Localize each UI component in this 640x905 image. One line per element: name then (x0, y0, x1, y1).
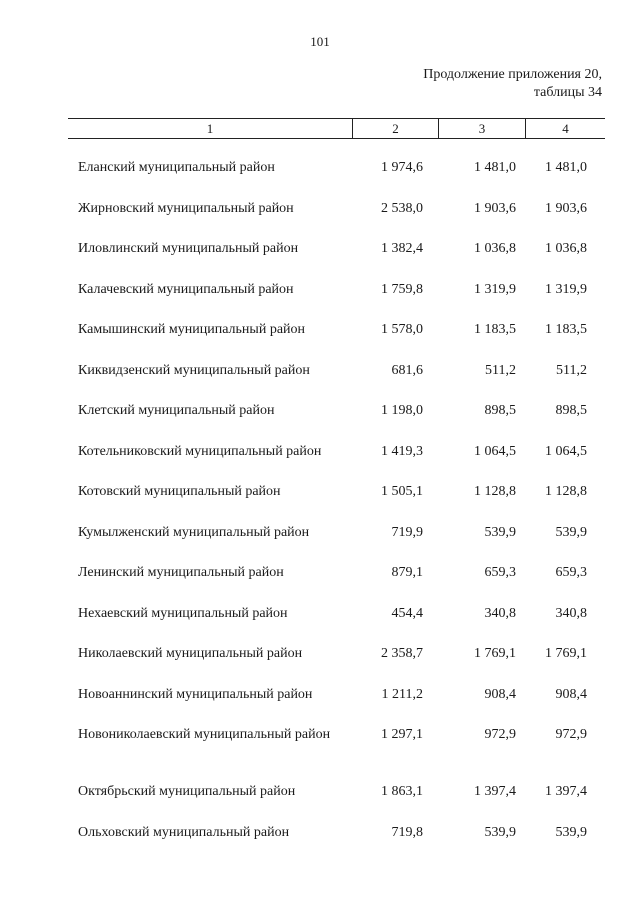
row-value-col-2: 2 538,0 (381, 200, 423, 216)
row-value-col-4: 1 183,5 (545, 322, 587, 337)
header-col-2: 2 (353, 119, 439, 138)
table-body (68, 139, 605, 864)
row-name-cell: Клетский муниципальный район (78, 403, 275, 418)
table-row (68, 686, 605, 727)
row-value-col-4: 539,9 (555, 824, 587, 840)
table-row (68, 726, 605, 783)
header-col-3: 3 (439, 119, 526, 138)
table-row (68, 645, 605, 686)
row-value-col-4: 972,9 (555, 727, 587, 742)
row-value-col-3: 1 064,5 (474, 443, 516, 459)
row-value-col-4: 1 128,8 (545, 484, 587, 499)
table-caption (423, 66, 602, 102)
row-value-col-3: 898,5 (484, 403, 516, 418)
row-name-cell: Еланский муниципальный район (78, 160, 275, 175)
table-row (68, 281, 605, 322)
row-value-col-4: 1 481,0 (545, 160, 587, 175)
row-value-col-4: 539,9 (555, 524, 587, 540)
row-name-cell: Камышинский муниципальный район (78, 322, 306, 337)
row-value-col-2: 1 297,1 (381, 727, 423, 742)
row-value-col-4: 340,8 (555, 605, 587, 621)
row-name-cell: Октябрьский муниципальный район (78, 784, 296, 799)
row-name-cell: Котельниковский муниципальный район (78, 443, 322, 459)
row-value-col-3: 908,4 (484, 686, 516, 702)
row-value-col-2: 1 198,0 (381, 403, 423, 418)
row-value-col-4: 1 064,5 (545, 443, 587, 459)
row-name-cell: Калачевский муниципальный район (78, 281, 294, 297)
table-row (68, 240, 605, 281)
row-name-cell: Иловлинский муниципальный район (78, 241, 299, 256)
table-row (68, 402, 605, 443)
table-row (68, 483, 605, 524)
row-value-col-2: 1 211,2 (381, 686, 423, 702)
row-value-col-3: 1 036,8 (474, 241, 516, 256)
table-row (68, 200, 605, 241)
table-row (68, 783, 605, 824)
row-name-cell: Котовский муниципальный район (78, 484, 281, 499)
row-value-col-3: 1 319,9 (474, 281, 516, 297)
row-value-col-3: 659,3 (484, 565, 516, 580)
row-value-col-3: 1 397,4 (474, 784, 516, 799)
page-number: 101 (310, 34, 330, 49)
row-value-col-3: 511,2 (485, 362, 516, 378)
row-name-cell: Нехаевский муниципальный район (78, 605, 288, 621)
table-row (68, 524, 605, 565)
row-name-cell: Жирновский муниципальный район (78, 200, 294, 216)
row-value-col-4: 898,5 (555, 403, 587, 418)
table-row (68, 605, 605, 646)
row-value-col-2: 1 505,1 (381, 484, 423, 499)
row-value-col-3: 972,9 (484, 727, 516, 742)
table-row (68, 321, 605, 362)
row-value-col-2: 1 759,8 (381, 281, 423, 297)
row-value-col-4: 511,2 (556, 362, 587, 378)
row-value-col-4: 1 397,4 (545, 784, 587, 799)
row-value-col-3: 1 481,0 (474, 160, 516, 175)
caption-line-2: таблицы 34 (533, 85, 602, 100)
caption-line-1: Продолжение приложения 20, (423, 67, 602, 82)
row-value-col-2: 681,6 (391, 362, 423, 378)
table-row (68, 362, 605, 403)
table-row (68, 564, 605, 605)
row-value-col-2: 1 863,1 (381, 784, 423, 799)
row-value-col-4: 1 903,6 (545, 200, 587, 216)
row-name-cell: Николаевский муниципальный район (78, 646, 303, 661)
row-value-col-3: 1 769,1 (474, 646, 516, 661)
table-header-row (68, 118, 605, 139)
header-col-4: 4 (562, 121, 569, 136)
row-value-col-3: 1 903,6 (474, 200, 516, 216)
row-name-cell: Киквидзенский муниципальный район (78, 362, 310, 378)
row-value-col-4: 1 319,9 (545, 281, 587, 297)
row-value-col-2: 2 358,7 (381, 646, 423, 661)
row-value-col-3: 539,9 (484, 524, 516, 540)
row-value-col-3: 1 128,8 (474, 484, 516, 499)
row-value-col-2: 719,9 (391, 524, 423, 540)
data-table (68, 118, 605, 864)
header-col-1: 1 (68, 119, 353, 138)
row-value-col-2: 1 578,0 (381, 322, 423, 337)
row-value-col-2: 1 382,4 (381, 241, 423, 256)
row-name-cell: Кумылженский муниципальный район (78, 524, 310, 540)
table-row (68, 443, 605, 484)
row-name-cell: Новоаннинский муниципальный район (78, 686, 313, 702)
row-value-col-2: 1 419,3 (381, 443, 423, 459)
row-value-col-2: 719,8 (391, 824, 423, 840)
row-value-col-2: 454,4 (391, 605, 423, 621)
table-row (68, 159, 605, 200)
row-name-cell: Новониколаевский муниципальный район (78, 727, 331, 742)
row-value-col-4: 1 036,8 (545, 241, 587, 256)
table-row (68, 824, 605, 865)
row-value-col-4: 1 769,1 (545, 646, 587, 661)
row-value-col-2: 879,1 (391, 565, 423, 580)
row-value-col-3: 539,9 (484, 824, 516, 840)
row-value-col-3: 340,8 (484, 605, 516, 621)
row-value-col-4: 659,3 (555, 565, 587, 580)
row-name-cell: Ольховский муниципальный район (78, 824, 290, 840)
row-value-col-3: 1 183,5 (474, 322, 516, 337)
row-value-col-2: 1 974,6 (381, 160, 423, 175)
row-name-cell: Ленинский муниципальный район (78, 565, 284, 580)
row-value-col-4: 908,4 (555, 686, 587, 702)
